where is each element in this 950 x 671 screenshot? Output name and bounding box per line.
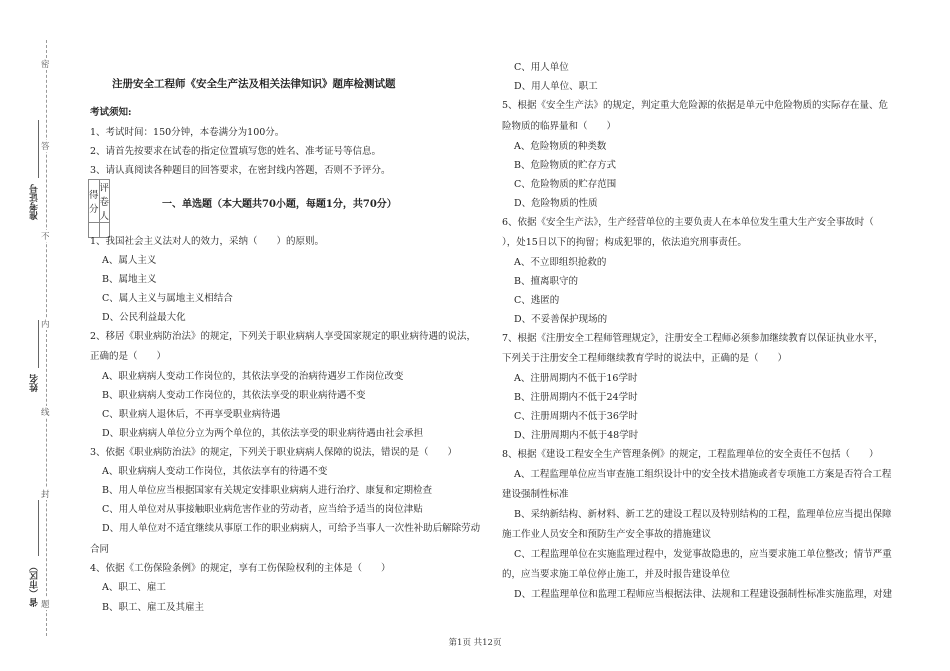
score-table [88, 179, 110, 238]
question-line: 6、依据《安全生产法》，生产经营单位的主要负责人在本单位发生重大生产安全事故时（ [502, 217, 874, 228]
name-label: 姓名 [30, 374, 40, 392]
option-line: D、用人单位对不适宜继续从事原工作的职业病病人，可给予当事人一次性补助后解除劳动 [102, 523, 481, 534]
province-underline [38, 500, 39, 556]
question-line: 3、依据《职业病防治法》的规定，下列关于职业病病人保障的说法，错误的是（ ） [90, 447, 458, 458]
notice-item: 2、请首先按要求在试卷的指定位置填写您的姓名、准考证号等信息。 [90, 146, 382, 157]
option-line: C、属人主义与属地主义相结合 [102, 293, 233, 304]
option-line: C、用人单位 [514, 62, 569, 73]
option-line: A、职业病病人变动工作岗位的，其依法享受的治病待遇岁工作岗位改变 [102, 371, 404, 382]
option-line: A、属人主义 [102, 255, 157, 266]
question-line: 7、根据《注册安全工程师管理规定》，注册安全工程师必须参加继续教育以保证执业水平， [502, 333, 884, 344]
option-line: D、注册周期内不低于48学时 [514, 430, 639, 441]
option-line: B、危险物质的贮存方式 [514, 160, 616, 171]
binding-margin [0, 0, 62, 671]
option-line: D、公民利益最大化 [102, 312, 186, 323]
option-line: A、职业病病人变动工作岗位，其依法享有的待遇不变 [102, 466, 328, 477]
option-line: 施工作业人员安全和预防生产安全事故的措施建议 [502, 529, 712, 540]
seal-dashed-line [46, 40, 47, 636]
question-line: 2、移居《职业病防治法》的规定，下列关于职业病病人享受国家规定的职业病待遇的说法， [90, 331, 477, 342]
question-line: 正确的是（ ） [90, 351, 167, 362]
seal-char: 题 [41, 600, 50, 610]
option-line: C、注册周期内不低于36学时 [514, 411, 638, 422]
option-line: D、工程监理单位和监理工程师应当根据法律、法规和工程建设强制性标准实施监理，对建 [514, 589, 893, 600]
score-header: 得分 [89, 180, 100, 223]
option-line: B、采纳新结构、新材料、新工艺的建设工程以及特别结构的工程，监理单位应当提出保障 [514, 509, 892, 520]
notice-heading: 考试须知: [90, 107, 132, 118]
seal-char: 线 [41, 408, 50, 418]
option-line: C、危险物质的贮存范围 [514, 179, 617, 190]
option-line: A、危险物质的种类数 [514, 141, 607, 152]
option-line: D、用人单位、职工 [514, 81, 598, 92]
section-title: 一、单选题（本大题共70小题，每题1分，共70分） [162, 199, 397, 210]
seal-char: 不 [41, 232, 50, 242]
grader-header: 评卷人 [99, 180, 110, 223]
option-line: A、注册周期内不低于16学时 [514, 373, 638, 384]
option-line: A、不立即组织抢救的 [514, 257, 607, 268]
student-id-label: 准考证号 [30, 184, 40, 220]
notice-item: 3、请认真阅读各种题目的回答要求，在密封线内答题，否则不予评分。 [90, 165, 391, 176]
question-line: 险物质的临界量和（ ） [502, 121, 617, 132]
question-line: 8、根据《建设工程安全生产管理条例》的规定，工程监理单位的安全责任不包括（ ） [502, 449, 879, 460]
province-label: 省（市区） [30, 562, 40, 607]
page-title: 注册安全工程师《安全生产法及相关法律知识》题库检测试题 [112, 78, 396, 90]
option-line: B、擅离职守的 [514, 276, 578, 287]
option-line: B、属地主义 [102, 274, 157, 285]
seal-char: 封 [41, 490, 50, 500]
option-line: C、工程监理单位在实施监理过程中，发觉事故隐患的，应当要求施工单位整改；情节严重 [514, 549, 892, 560]
option-line: D、不妥善保护现场的 [514, 314, 608, 325]
seal-char: 密 [41, 60, 50, 70]
question-line: 1、我国社会主义法对人的效力，采纳（ ）的原则。 [90, 236, 325, 247]
question-line: 下列关于注册安全工程师继续教育学时的说法中，正确的是（ ） [502, 353, 788, 364]
option-line: A、职工、雇工 [102, 582, 166, 593]
option-line: B、用人单位应当根据国家有关规定安排职业病病人进行治疗、康复和定期检查 [102, 485, 432, 496]
question-line: 5、根据《安全生产法》的规定，判定重大危险源的依据是单元中危险物质的实际存在量、危 [502, 100, 889, 111]
question-line: 4、依据《工伤保险条例》的规定，享有工伤保险权利的主体是（ ） [90, 563, 391, 574]
name-underline [38, 320, 39, 368]
option-line: 的，应当要求施工单位停止施工，并及时报告建设单位 [502, 569, 731, 580]
option-line: C、职业病人退休后，不再享受职业病待遇 [102, 409, 281, 420]
seal-char: 答 [41, 142, 50, 152]
option-line: 合同 [90, 544, 110, 555]
option-line: D、职业病病人单位分立为两个单位的，其依法享受的职业病待遇由社会承担 [102, 428, 424, 439]
notice-item: 1、考试时间：150分钟，本卷满分为100分。 [90, 127, 285, 138]
option-line: 建设强制性标准 [502, 489, 569, 500]
question-line: ），处15日以下的拘留；构成犯罪的，依法追究刑事责任。 [502, 237, 747, 248]
option-line: B、职业病病人变动工作岗位的，其依法享受的职业病待遇不变 [102, 390, 366, 401]
option-line: B、注册周期内不低于24学时 [514, 392, 638, 403]
page-footer: 第1页 共12页 [448, 638, 502, 648]
option-line: D、危险物质的性质 [514, 198, 598, 209]
option-line: C、用人单位对从事接触职业病危害作业的劳动者，应当给予适当的岗位津贴 [102, 504, 423, 515]
option-line: C、逃匿的 [514, 295, 560, 306]
student-id-underline [38, 120, 39, 178]
seal-char: 内 [41, 320, 50, 330]
option-line: B、职工、雇工及其雇主 [102, 602, 204, 613]
option-line: A、工程监理单位应当审查施工组织设计中的安全技术措施或者专项施工方案是否符合工程 [514, 469, 892, 480]
